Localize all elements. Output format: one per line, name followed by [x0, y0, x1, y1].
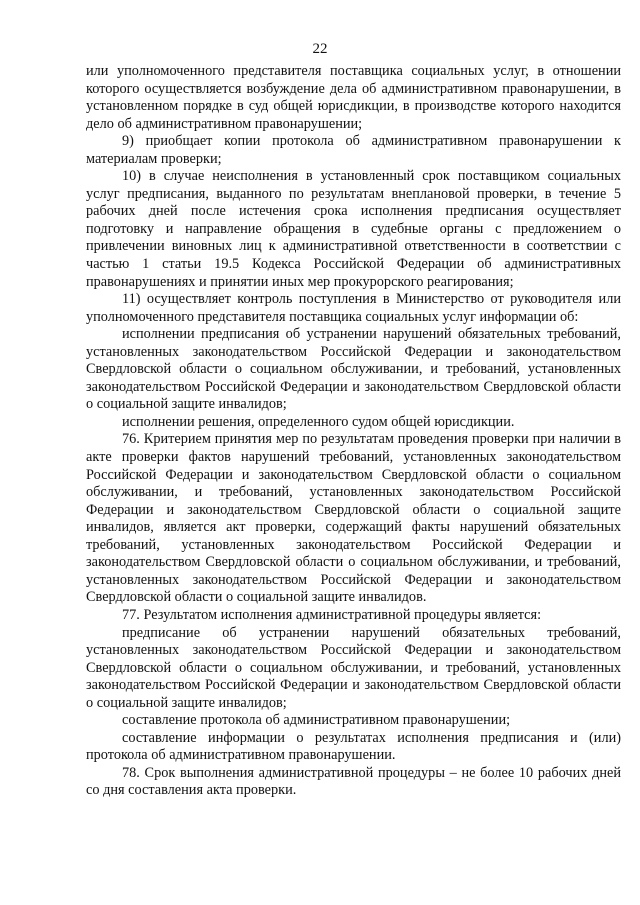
document-body — [86, 63, 621, 800]
paragraph-77-result-protocol: составление протокола об административном правонарушении; — [122, 712, 511, 729]
paragraph-subitem-prescription: исполнении предписания об устранении нарушений обязательных требований, установленных законодательством Российской Федерации и законодательством Свердловской области о социальном обслуживании, и требований, установленных законодательством Российской Федерации и законодательством Свердловской области о социальной защите инвалидов; — [86, 326, 621, 413]
paragraph-item-11: 11) осуществляет контроль поступления в Министерство от руководителя или уполномоченного представителя поставщика социальных услуг информации об: — [86, 291, 621, 325]
paragraph-subitem-court-decision: исполнении решения, определенного судом общей юрисдикции. — [122, 413, 515, 430]
paragraph-76: 76. Критерием принятия мер по результатам проведения проверки при наличии в акте проверки фактов нарушений требований, установленных законодательством Российской Федерации и законодательством Свердловской области о социальном обслуживании, и требований, установленных законодательством Российской Федерации и законодательством Свердловской области о социальной защите инвалидов, является акт проверки, содержащий факты нарушений обязательных требований, установленных законодательством Российской Федерации и законодательством Свердловской области о социальном обслуживании, и требований, установленных законодательством Российской Федерации и законодательством Свердловской области о социальной защите инвалидов. — [86, 431, 621, 606]
paragraph-continuation: или уполномоченного представителя поставщика социальных услуг, в отношении которого осуществляется возбуждение дела об административном правонарушении, в установленном порядке в суд общей юрисдикции, в производстве которого находится дело об административном правонарушении; — [86, 63, 621, 132]
paragraph-item-9: 9) приобщает копии протокола об административном правонарушении к материалам проверки; — [86, 133, 621, 167]
page-number: 22 — [312, 41, 328, 57]
paragraph-78: 78. Срок выполнения административной процедуры – не более 10 рабочих дней со дня составления акта проверки. — [86, 764, 621, 799]
paragraph-77-result-information: составление информации о результатах исполнения предписания и (или) протокола об административном правонарушении. — [86, 729, 621, 764]
paragraph-item-10: 10) в случае неисполнения в установленный срок поставщиком социальных услуг предписания, выданного по результатам внеплановой проверки, в течение 5 рабочих дней после истечения срока исполнения предписания осуществляет подготовку и направление обращения в судебные органы с предложением о привлечении виновных лиц к административной ответственности в соответствии с частью 1 статьи 19.5 Кодекса Российской Федерации об административных правонарушениях и принятии иных мер прокурорского реагирования; — [86, 168, 621, 290]
paragraph-77: 77. Результатом исполнения административной процедуры является: — [122, 606, 542, 623]
paragraph-77-result-prescription: предписание об устранении нарушений обязательных требований, установленных законодательством Российской Федерации и законодательством Свердловской области о социальном обслуживании, и требований, установленных законодательством Российской Федерации и законодательством Свердловской области о социальной защите инвалидов; — [86, 624, 621, 711]
